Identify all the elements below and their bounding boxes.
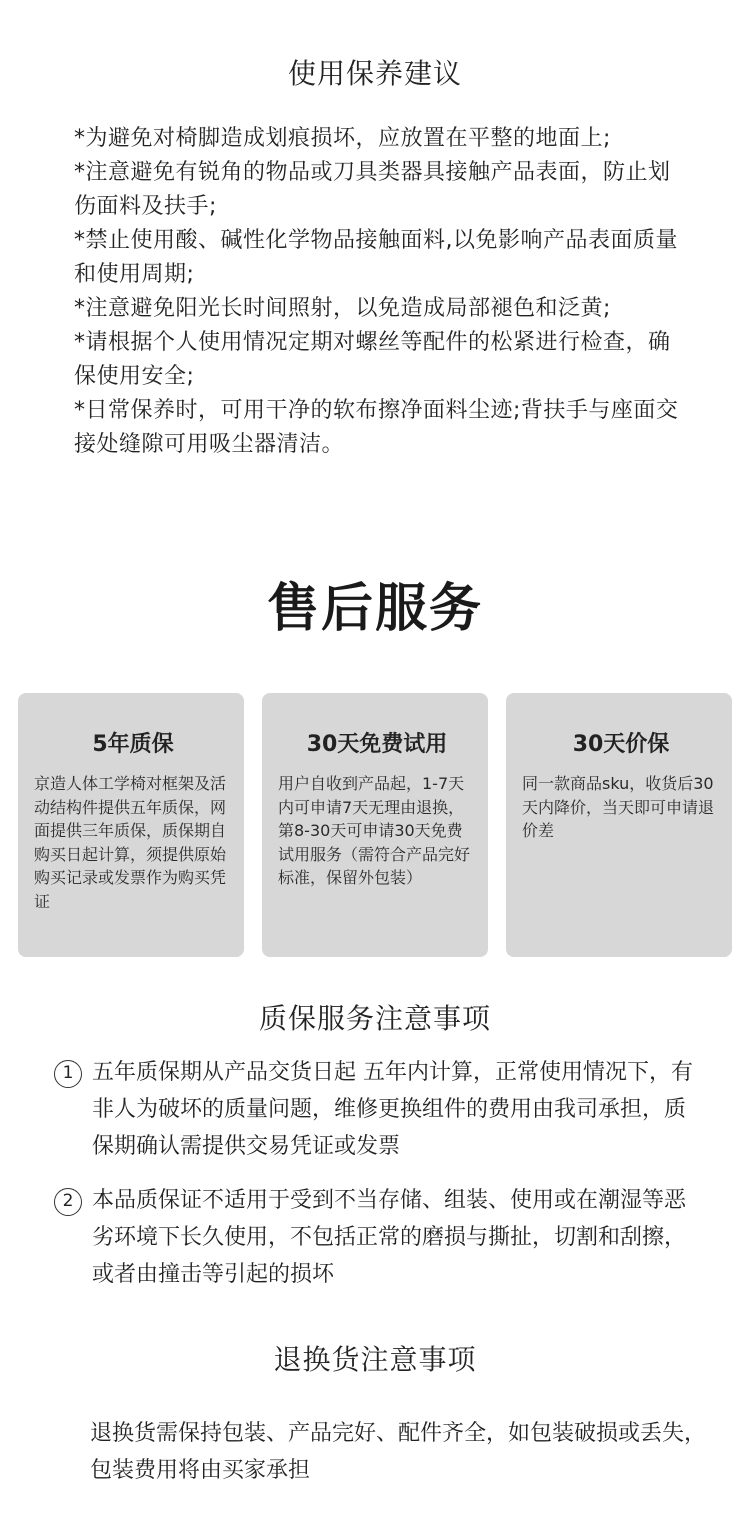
warranty-notes-title: 质保服务注意事项 [258, 1002, 491, 1035]
card-body: 用户自收到产品起，1-7天内可申请7天无理由退换，第8-30天可申请30天免费试用服务（需符合产品完好标准，保留外包装） [278, 774, 471, 887]
card-title: 30天免费试用 [306, 732, 448, 757]
after-sales-title: 售后服务 [266, 579, 483, 639]
care-item: *注意避免有锐角的物品或刀具类器具接触产品表面，防止划伤面料及扶手; [74, 160, 671, 219]
card-title: 30天价保 [572, 732, 670, 757]
warranty-notes-list [54, 1054, 704, 1310]
price-protection-card [506, 693, 732, 957]
care-item: *禁止使用酸、碱性化学物品接触面料,以免影响产品表面质量和使用周期; [74, 228, 678, 287]
warranty-note-item [54, 1054, 704, 1165]
warranty-note-item [54, 1182, 704, 1293]
card-title: 5年质保 [92, 732, 174, 757]
card-body: 京造人体工学椅对框架及活动结构件提供五年质保，网面提供三年质保，质保期自购买日起计算，须提供原始购买记录或发票作为购买凭证 [34, 774, 227, 911]
card-body: 同一款商品sku，收货后30天内降价，当天即可申请退价差 [522, 774, 715, 840]
returns-text: 退换货需保持包装、产品完好、配件齐全，如包装破损或丢失，包装费用将由买家承担 [90, 1421, 707, 1483]
care-item: *注意避免阳光长时间照射，以免造成局部褪色和泛黄; [74, 296, 611, 321]
returns-title: 退换货注意事项 [273, 1343, 477, 1376]
free-trial-card [262, 693, 488, 957]
care-section-title: 使用保养建议 [287, 57, 462, 90]
care-list [74, 122, 684, 462]
circled-number-badge: 2 [54, 1188, 82, 1216]
warranty-card [18, 693, 244, 957]
circled-number-badge: 1 [54, 1060, 82, 1088]
care-item: *日常保养时，可用干净的软布擦净面料尘迹;背扶手与座面交接处缝隙可用吸尘器清洁。 [74, 398, 679, 457]
care-item: *为避免对椅脚造成划痕损坏，应放置在平整的地面上; [74, 126, 611, 151]
warranty-note-text: 本品质保证不适用于受到不当存储、组装、使用或在潮湿等恶劣环境下长久使用，不包括正常的磨损与撕扯，切割和刮擦，或者由撞击等引起的损坏 [92, 1188, 687, 1287]
warranty-note-text: 五年质保期从产品交货日起 五年内计算，正常使用情况下，有非人为破坏的质量问题，维修更换组件的费用由我司承担，质保期确认需提供交易凭证或发票 [92, 1060, 693, 1159]
care-item: *请根据个人使用情况定期对螺丝等配件的松紧进行检查，确保使用安全; [74, 330, 671, 389]
